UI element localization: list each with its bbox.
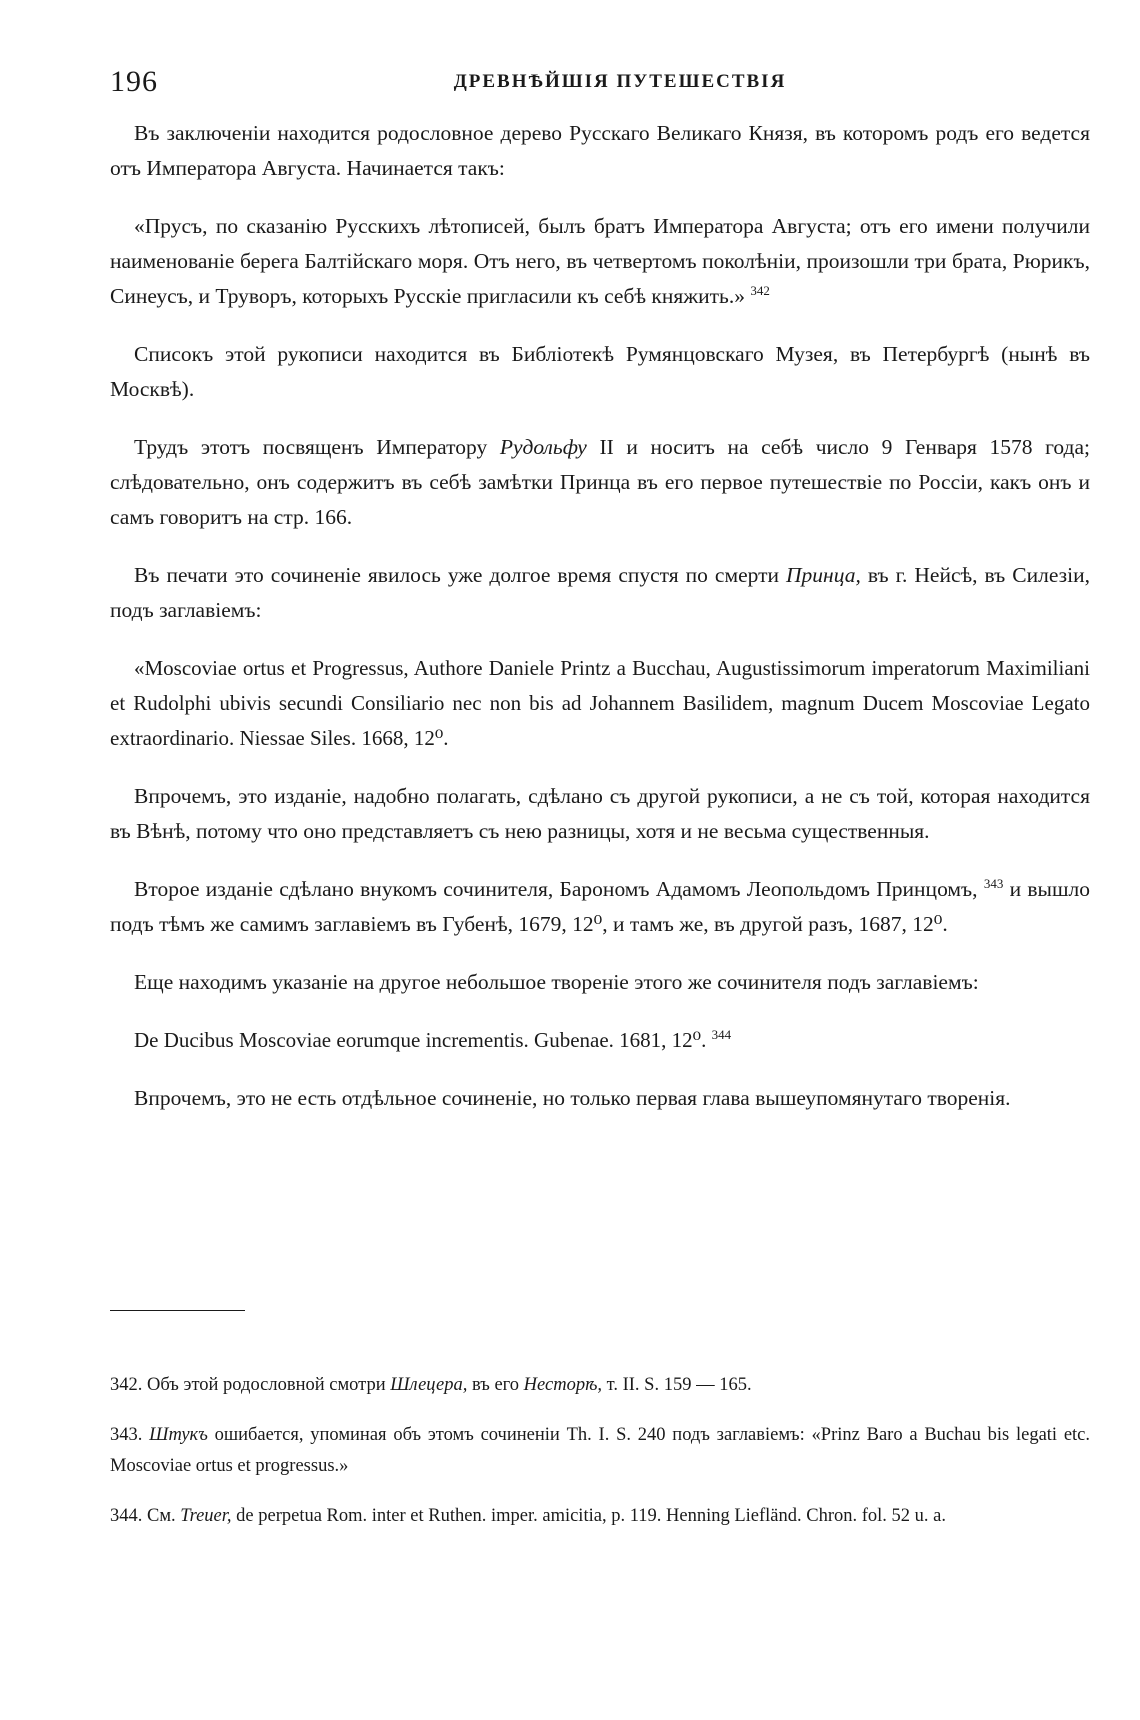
paragraph-text: и вышло подъ тѣмъ же самимъ заглавіемъ въ Губенѣ, 1679, 12⁰, и тамъ же, въ другой разъ, 1687, 12⁰. [110,877,1091,936]
emphasized-name: Штукъ [149,1425,208,1445]
paragraph [110,337,1090,407]
emphasized-name: Несторѣ, [523,1375,603,1395]
paragraph-text: Еще находимъ указаніе на другое небольшое твореніе этого же сочинителя подъ заглавіемъ: [134,970,979,994]
footnote-text: т. II. S. 159 — 165. [606,1375,752,1395]
paragraph-text: Списокъ этой рукописи находится въ Библіотекѣ Румянцовскаго Музея, въ Петербургѣ (нынѣ въ Москвѣ). [110,342,1090,401]
footnote-ref: 344 [711,1027,732,1042]
footnote-separator [110,1310,245,1311]
paragraph-text: Впрочемъ, это не есть отдѣльное сочиненіе, но только первая глава вышеупомянутаго творенія. [134,1086,1011,1110]
paragraph [110,779,1090,849]
running-title: ДРЕВНѢЙШІЯ ПУТЕШЕСТВІЯ [453,71,787,92]
paragraph-text: De Ducibus Moscoviae eorumque incrementis. Gubenae. 1681, 12⁰. [134,1028,707,1052]
paragraph [110,116,1090,186]
emphasized-name: Treuer, [180,1506,232,1526]
paragraph [110,872,1090,942]
page-number: 196 [110,65,158,98]
paragraph-text: Въ заключеніи находится родословное дерево Русскаго Великаго Князя, въ которомъ родъ его ведется отъ Императора Августа. Начинается такъ: [110,121,1090,180]
paragraph [110,558,1090,628]
emphasized-name: Рудольфу [499,435,587,459]
footnote-text: въ его [471,1375,520,1395]
paragraph-text: II и носитъ на себѣ число 9 Генваря 1578 года; слѣдовательно, онъ содержитъ въ себѣ замѣтки Принца въ его первое путешествіе по Россіи, какъ онъ и самъ говоритъ на стр. 166. [110,435,1091,529]
paragraph-text: «Прусъ, по сказанію Русскихъ лѣтописей, былъ братъ Императора Августа; отъ его имени получили наименованіе берега Балтійскаго моря. Отъ него, въ четвертомъ поколѣніи, произошли три брата, Рюрикъ, Синеусъ, и Труворъ, которыхъ Русскіе пригласили къ себѣ княжить.» [110,214,1090,308]
paragraph-latin-title [110,651,1090,756]
footnote-343 [110,1420,1090,1482]
paragraph-text: Трудъ этотъ посвященъ Императору [134,435,488,459]
paragraph [110,430,1090,535]
footnote-text: 344. См. [110,1506,176,1526]
paragraph [110,965,1090,1000]
paragraph-text: Второе изданіе сдѣлано внукомъ сочинителя, Барономъ Адамомъ Леопольдомъ Принцомъ, [134,877,978,901]
paragraph-text: Въ печати это сочиненіе явилось уже долгое время спустя по смерти [134,563,779,587]
footnote-text: 342. Объ этой родословной смотри [110,1375,386,1395]
paragraph-quote [110,209,1090,314]
footnotes [110,1370,1090,1551]
footnote-text: 343. [110,1425,143,1445]
main-text [110,116,1090,1139]
paragraph-text: Впрочемъ, это изданіе, надобно полагать, сдѣлано съ другой рукописи, а не съ той, которая находится въ Вѣнѣ, потому что оно представляетъ съ нею разницы, хотя и не весьма существенныя. [110,784,1090,843]
emphasized-name: Принца, [786,563,861,587]
emphasized-name: Шлецера, [390,1375,468,1395]
paragraph-latin-title [110,1023,1090,1058]
footnote-ref: 342 [750,282,770,298]
footnote-text: de perpetua Rom. inter et Ruthen. imper. amicitia, p. 119. Henning Liefländ. Chron. fol. 52 u. a. [236,1506,947,1526]
footnote-text: ошибается, упоминая объ этомъ сочиненіи Th. I. S. 240 подъ заглавіемъ: «Prinz Baro a Buchau bis legati etc. Moscoviae ortus et progressus.» [110,1425,1091,1476]
paragraph-text: въ г. Нейсѣ, въ Силезіи, подъ заглавіемъ: [110,563,1091,622]
page-header [110,62,1090,102]
paragraph [110,1081,1090,1116]
footnote-344 [110,1501,1090,1532]
paragraph-text: «Moscoviae ortus et Progressus, Authore Daniele Printz a Bucchau, Augustissimorum imperatorum Maximiliani et Rudolphi ubivis secundi Consiliario nec non bis ad Johannem Basilidem, magnum Ducem Moscoviae Legato extraordinario. Niessae Siles. 1668, 12⁰. [110,656,1090,750]
footnote-ref: 343 [983,875,1004,891]
footnote-342 [110,1370,1090,1401]
